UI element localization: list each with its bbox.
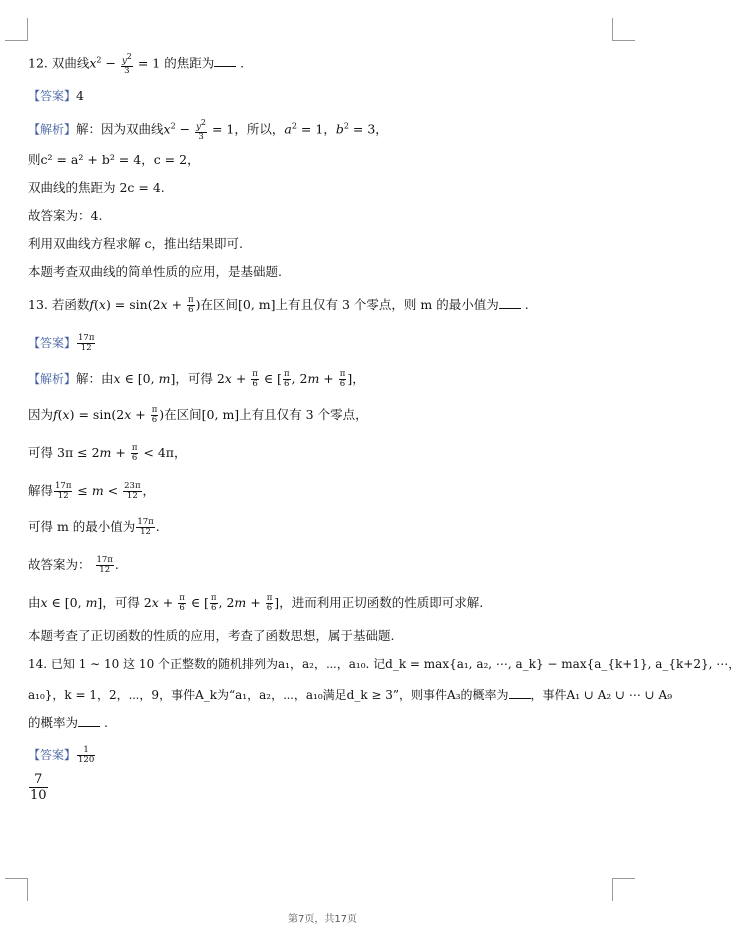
q13-analysis-line2: 因为f(x) = sin(2x + $\frac{\pi}{6}$ )在区间[0, m]上有且仅有 3 个零点， [28,405,368,425]
q12-analysis-line3: 双曲线的焦距为 2c = 4. [28,180,165,195]
crop-mark-bottom-left [5,878,28,901]
q13-analysis-line6: 故答案为： $\frac{17\pi}{12}$ . [28,555,119,575]
q13-analysis-line8: 本题考查了正切函数的性质的应用，考查了函数思想，属于基础题. [28,628,395,643]
q13-analysis-line4: 解得 $\frac{17\pi}{12}$ ≤ m < $\frac{23\pi}{12}$ ， [28,481,156,501]
q13-answer: 【答案】 $\frac{17\pi}{12}$ [28,333,95,353]
q12-stem: 12. 双曲线$x^2$ − $\frac{y^2}{3}$ = 1 的焦距为 . [28,52,245,76]
q13-analysis-line7: 由x ∈ [0, m]，可得 2x + $\frac{\pi}{6}$ ∈ [ $\frac{\pi}{6}$ , 2m + $\frac{\pi}{6}$ ]，进而利用正切函数的性质即可求解. [28,593,484,613]
q14-stem-line3: 的概率为 . [28,715,108,730]
q12-analysis-line5: 利用双曲线方程求解 c，推出结果即可. [28,236,243,251]
crop-mark-top-right [612,18,635,41]
q12-analysis-line4: 故答案为：4. [28,208,103,223]
q14-stem-line1: 14. 已知 1 ∼ 10 这 10 个正整数的随机排列为a₁，a₂，⋯，a₁₀. 记d_k = max{a₁, a₂, ⋯, a_k} − max{a_{k+1}, a_{k+2}, ⋯， [28,657,740,671]
q12-analysis-line2: 则c² = a² + b² = 4，c = 2， [28,152,200,167]
q13-stem: 13. 若函数f(x) = sin(2x + $\frac{\pi}{6}$ )在区间[0, m]上有且仅有 3 个零点，则 m 的最小值为 . [28,295,529,315]
q14-answer: 【答案】 $\frac{1}{120}$ [28,745,95,765]
q14-answer2: $\frac{7}{10}$ [30,772,47,803]
q13-analysis-line5: 可得 m 的最小值为 $\frac{17\pi}{12}$ . [28,517,160,537]
crop-mark-top-left [5,18,28,41]
q13-analysis-line3: 可得 3π ≤ 2m + $\frac{\pi}{6}$ < 4π， [28,443,187,463]
q13-analysis-line1: 【解析】解：由x ∈ [0, m]，可得 2x + $\frac{\pi}{6}$ ∈ [ $\frac{\pi}{6}$ , 2m + $\frac{\pi}{6}$ ]， [28,369,365,389]
q12-analysis-line6: 本题考查双曲线的简单性质的应用，是基础题. [28,264,282,279]
crop-mark-bottom-right [612,878,635,901]
q14-stem-line2: a₁₀}，k = 1，2，⋯，9，事件A_k为“a₁，a₂，⋯，a₁₀满足d_k ≥ 3”，则事件A₃的概率为 ，事件A₁ ∪ A₂ ∪ ⋯ ∪ A₉ [28,688,673,702]
q12-answer: 【答案】4 [28,88,84,103]
q12-analysis-line1: 【解析】解：因为双曲线$x^2$ − $\frac{y^2}{3}$ = 1，所以，$a^2 = 1$，$b^2 = 3$， [28,118,388,142]
page-footer: 第7页，共17页 [287,914,358,925]
